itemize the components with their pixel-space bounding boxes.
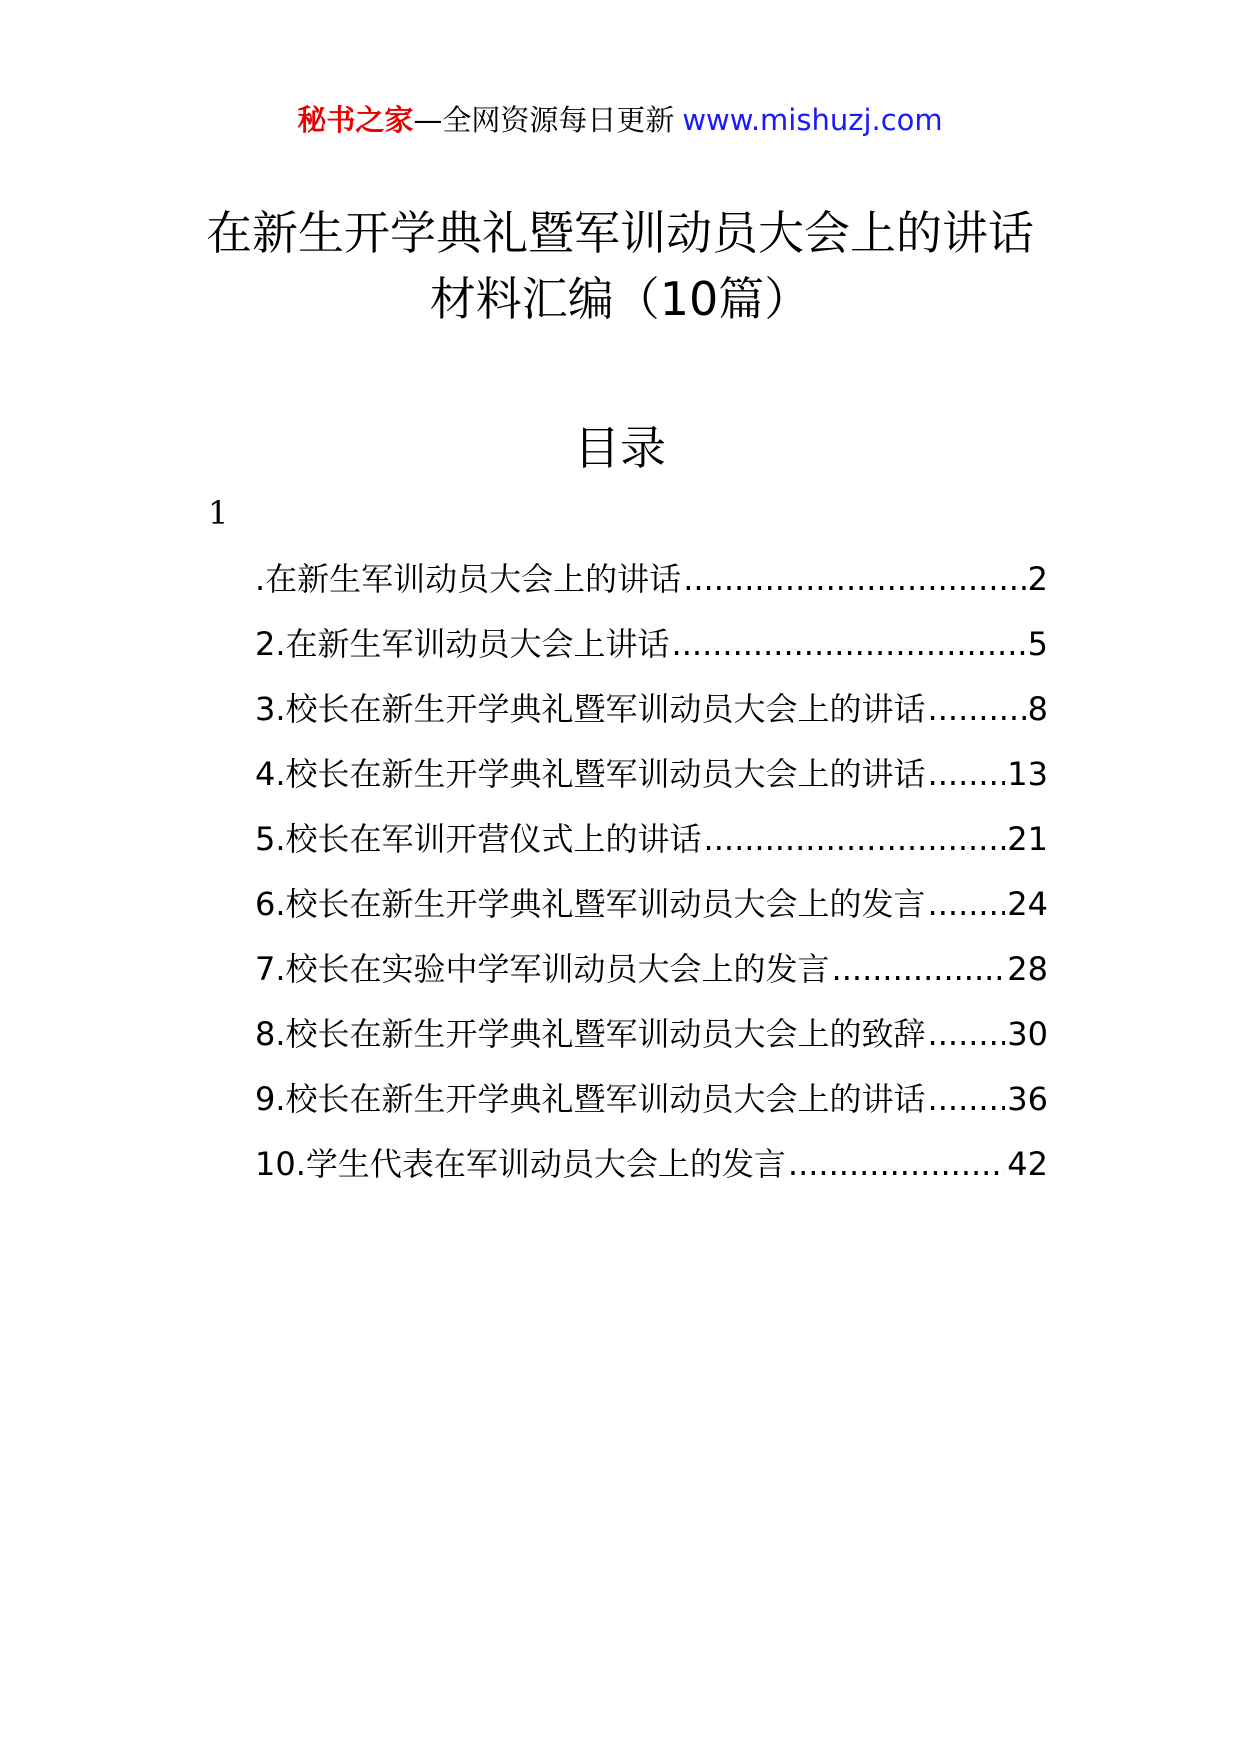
document-title [100, 200, 1140, 332]
toc-entry-title: 3.校长在新生开学典礼暨军训动员大会上的讲话 [255, 690, 926, 728]
toc-stray-number: 1 [208, 494, 229, 532]
toc-entry-page: 13 [1007, 755, 1048, 793]
toc-entry[interactable] [255, 1142, 1048, 1207]
toc-entry[interactable] [255, 1077, 1048, 1142]
title-line-2: 材料汇编（10篇） [429, 272, 811, 326]
toc-entry-page: 30 [1007, 1015, 1048, 1053]
toc-entry-page: 2 [1027, 560, 1048, 598]
toc-entry-title: .在新生军训动员大会上的讲话 [255, 560, 682, 598]
toc-entry-title: 8.校长在新生开学典礼暨军训动员大会上的致辞 [255, 1015, 926, 1053]
toc-entry-page: 5 [1027, 625, 1048, 663]
toc-entry-title: 6.校长在新生开学典礼暨军训动员大会上的发言 [255, 885, 926, 923]
toc-dot-leader [928, 1077, 1006, 1122]
toc-dot-leader [832, 947, 1006, 992]
toc-dot-leader [788, 1142, 1005, 1187]
toc-entry-page: 36 [1007, 1080, 1048, 1118]
toc-entry[interactable] [255, 687, 1048, 752]
toc-dot-leader [928, 687, 1026, 732]
site-slogan: —全网资源每日更新 [413, 103, 675, 137]
toc-heading: 目录 [574, 421, 666, 475]
toc-entry-title: 2.在新生军训动员大会上讲话 [255, 625, 670, 663]
toc-dot-leader [672, 622, 1026, 667]
toc-entry-page: 21 [1007, 820, 1048, 858]
title-line-1: 在新生开学典礼暨军训动员大会上的讲话 [206, 206, 1034, 260]
toc-entry-title: 7.校长在实验中学军训动员大会上的发言 [255, 950, 830, 988]
brand-name: 秘书之家 [297, 103, 414, 137]
toc-entry[interactable] [255, 947, 1048, 1012]
toc-entry[interactable] [255, 752, 1048, 817]
toc-entry-page: 24 [1007, 885, 1048, 923]
toc-dot-leader [928, 1012, 1006, 1057]
toc-entry[interactable] [255, 882, 1048, 947]
toc-entry-title: 4.校长在新生开学典礼暨军训动员大会上的讲话 [255, 755, 926, 793]
toc-entry-title: 10.学生代表在军训动员大会上的发言 [255, 1145, 786, 1183]
toc-entry[interactable] [255, 557, 1048, 622]
toc-entry-page: 8 [1027, 690, 1048, 728]
toc-list [255, 557, 1048, 1207]
toc-entry-title: 9.校长在新生开学典礼暨军训动员大会上的讲话 [255, 1080, 926, 1118]
site-url-link[interactable]: www.mishuzj.com [682, 103, 943, 137]
toc-dot-leader [683, 557, 1025, 602]
toc-entry-page: 42 [1007, 1145, 1048, 1183]
toc-dot-leader [704, 817, 1006, 862]
toc-dot-leader [928, 752, 1006, 797]
toc-entry-page: 28 [1007, 950, 1048, 988]
site-header [0, 100, 1240, 140]
toc-entry[interactable] [255, 622, 1048, 687]
toc-entry[interactable] [255, 817, 1048, 882]
toc-entry-title: 5.校长在军训开营仪式上的讲话 [255, 820, 702, 858]
toc-entry[interactable] [255, 1012, 1048, 1077]
toc-dot-leader [928, 882, 1006, 927]
